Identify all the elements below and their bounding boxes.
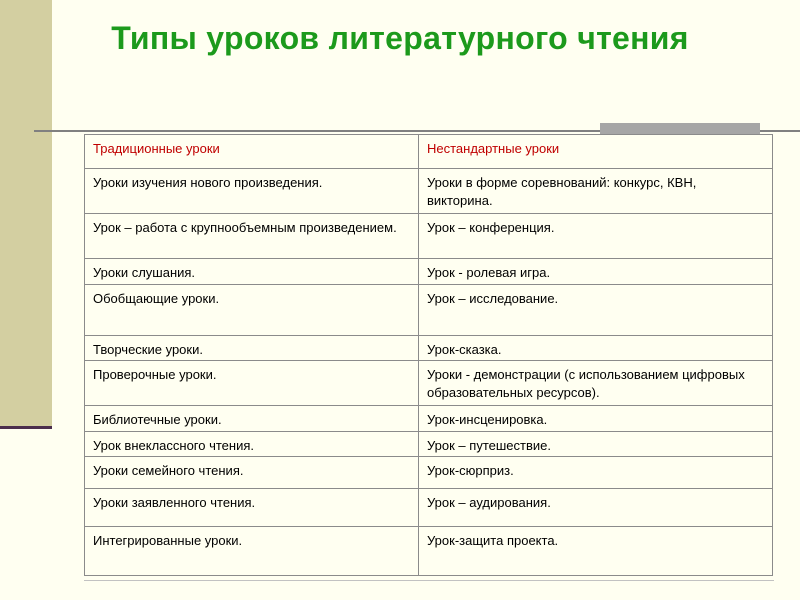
traditional-cell: Проверочные уроки. <box>85 361 419 406</box>
nonstandard-cell: Урок – аудирования. <box>419 489 773 527</box>
table-row <box>85 285 773 336</box>
nonstandard-cell: Урок – конференция. <box>419 214 773 259</box>
table-row <box>85 259 773 285</box>
slide-title: Типы уроков литературного чтения <box>111 20 689 56</box>
nonstandard-cell: Урок – путешествие. <box>419 432 773 457</box>
header-traditional: Традиционные уроки <box>85 135 419 169</box>
bottom-divider <box>84 580 774 581</box>
traditional-cell: Интегрированные уроки. <box>85 527 419 576</box>
header-nonstandard: Нестандартные уроки <box>419 135 773 169</box>
table-row <box>85 214 773 259</box>
nonstandard-cell: Урок - ролевая игра. <box>419 259 773 285</box>
table-header-row <box>85 135 773 169</box>
traditional-cell: Уроки слушания. <box>85 259 419 285</box>
table-row <box>85 489 773 527</box>
nonstandard-cell: Урок-защита проекта. <box>419 527 773 576</box>
nonstandard-cell: Урок-сказка. <box>419 336 773 361</box>
side-decor-line <box>0 426 52 429</box>
nonstandard-cell: Уроки - демонстрации (с использованием цифровых образовательных ресурсов). <box>419 361 773 406</box>
traditional-cell: Обобщающие уроки. <box>85 285 419 336</box>
table-row <box>85 169 773 214</box>
table-row <box>85 336 773 361</box>
nonstandard-cell: Урок-инсценировка. <box>419 406 773 432</box>
traditional-cell: Творческие уроки. <box>85 336 419 361</box>
table-row <box>85 432 773 457</box>
table-row <box>85 406 773 432</box>
traditional-cell: Уроки заявленного чтения. <box>85 489 419 527</box>
table-row <box>85 361 773 406</box>
traditional-cell: Урок внеклассного чтения. <box>85 432 419 457</box>
traditional-cell: Уроки изучения нового произведения. <box>85 169 419 214</box>
nonstandard-cell: Уроки в форме соревнований: конкурс, КВН, викторина. <box>419 169 773 214</box>
lesson-types-table <box>84 134 773 576</box>
traditional-cell: Урок – работа с крупнообъемным произведением. <box>85 214 419 259</box>
table-row <box>85 527 773 576</box>
table-row <box>85 457 773 489</box>
traditional-cell: Библиотечные уроки. <box>85 406 419 432</box>
nonstandard-cell: Урок – исследование. <box>419 285 773 336</box>
side-decor-bar <box>0 0 52 426</box>
nonstandard-cell: Урок-сюрприз. <box>419 457 773 489</box>
traditional-cell: Уроки семейного чтения. <box>85 457 419 489</box>
